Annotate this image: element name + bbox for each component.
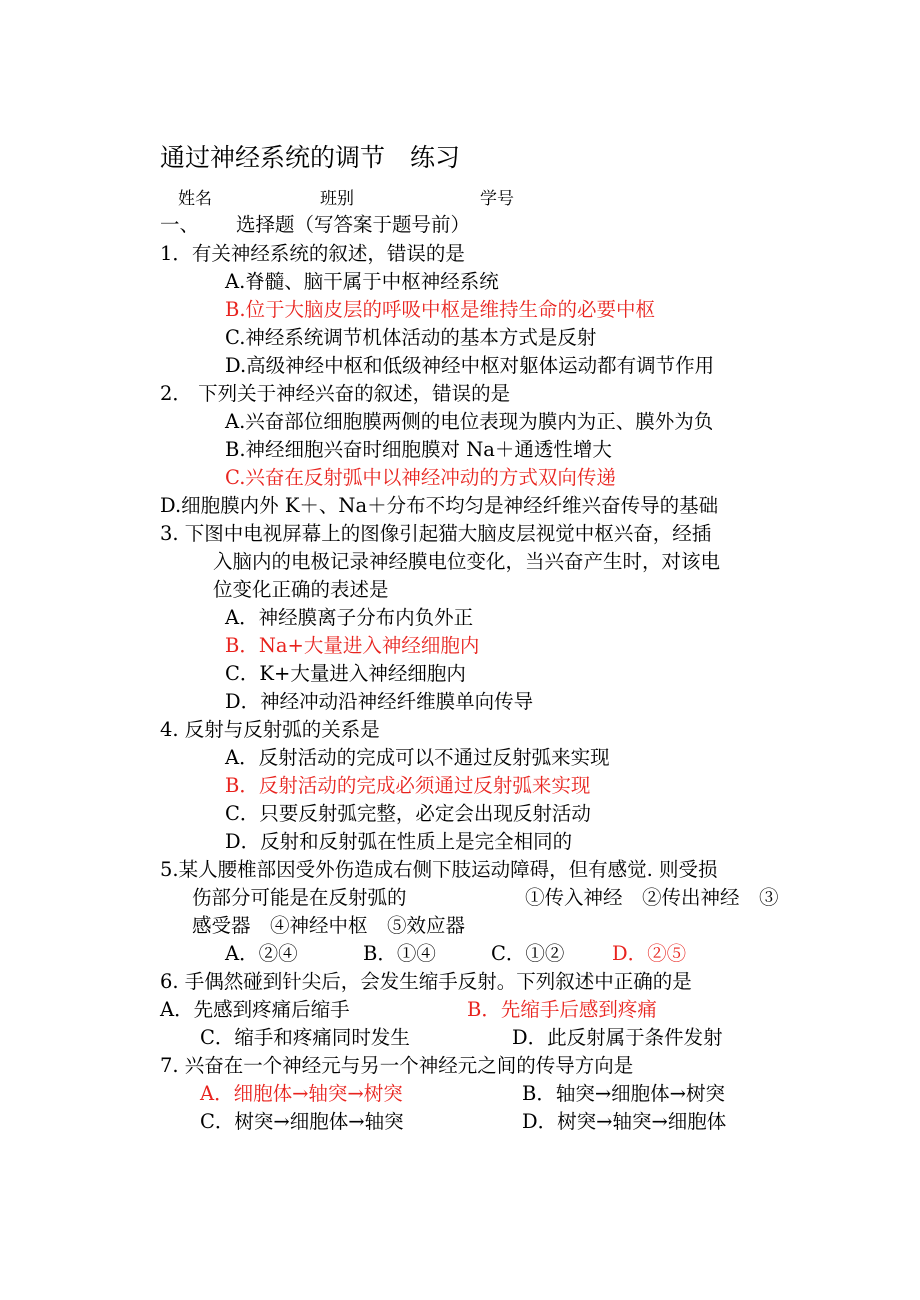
q5-option-b: B．①④ xyxy=(363,942,436,965)
q5-option-d-answer: D．②⑤ xyxy=(612,942,687,965)
q3-option-c: C．K+大量进入神经细胞内 xyxy=(225,662,466,685)
q5-option-a: A．②④ xyxy=(225,942,298,965)
q7-option-a-answer: A．细胞体→轴突→树突 xyxy=(200,1082,403,1105)
q3-stem-line1: 3. 下图中电视屏幕上的图像引起猫大脑皮层视觉中枢兴奋，经插 xyxy=(160,522,712,545)
q4-stem: 4. 反射与反射弧的关系是 xyxy=(160,718,380,741)
q5-stem-line2a: 伤部分可能是在反射弧的 xyxy=(192,886,407,909)
q4-option-b-answer: B．反射活动的完成必须通过反射弧来实现 xyxy=(225,774,591,797)
q3-stem-line2: 入脑内的电极记录神经膜电位变化，当兴奋产生时，对该电 xyxy=(213,550,721,573)
q3-option-a: A．神经膜离子分布内负外正 xyxy=(225,606,474,629)
q2-option-b: B.神经细胞兴奋时细胞膜对 Na＋通透性增大 xyxy=(225,438,612,461)
q1-stem: 1．有关神经系统的叙述，错误的是 xyxy=(160,242,465,265)
q1-option-d: D.高级神经中枢和低级神经中枢对躯体运动都有调节作用 xyxy=(225,354,715,377)
q5-stem-line3: 感受器 ④神经中枢 ⑤效应器 xyxy=(192,914,466,937)
q1-option-b-answer: B.位于大脑皮层的呼吸中枢是维持生命的必要中枢 xyxy=(225,298,656,321)
q2-stem: 2． 下列关于神经兴奋的叙述，错误的是 xyxy=(160,382,511,405)
q6-stem: 6. 手偶然碰到针尖后，会发生缩手反射。下列叙述中正确的是 xyxy=(160,970,692,993)
q1-option-c: C.神经系统调节机体活动的基本方式是反射 xyxy=(225,326,597,349)
q5-option-c: C．①② xyxy=(491,942,565,965)
q6-option-a: A．先感到疼痛后缩手 xyxy=(160,998,350,1021)
q2-option-d: D.细胞膜内外 K＋、Na＋分布不均匀是神经纤维兴奋传导的基础 xyxy=(160,494,719,517)
q3-option-b-answer: B．Na+大量进入神经细胞内 xyxy=(225,634,480,657)
q4-option-d: D．反射和反射弧在性质上是完全相同的 xyxy=(225,830,573,853)
section-label: 选择题（写答案于题号前） xyxy=(236,213,471,236)
q7-option-d: D．树突→轴突→细胞体 xyxy=(522,1110,727,1133)
section-number: 一、 xyxy=(160,213,200,236)
q4-option-a: A．反射活动的完成可以不通过反射弧来实现 xyxy=(225,746,610,769)
q4-option-c: C．只要反射弧完整，必定会出现反射活动 xyxy=(225,802,591,825)
q3-option-d: D．神经冲动沿神经纤维膜单向传导 xyxy=(225,690,534,713)
q7-option-b: B．轴突→细胞体→树突 xyxy=(522,1082,726,1105)
q6-option-d: D．此反射属于条件发射 xyxy=(512,1026,723,1049)
q1-option-a: A.脊髓、脑干属于中枢神经系统 xyxy=(225,270,499,293)
student-id-label: 学号 xyxy=(480,189,514,209)
q6-option-b-answer: B．先缩手后感到疼痛 xyxy=(467,998,657,1021)
section-heading xyxy=(160,212,860,238)
q5-stem-line1: 5.某人腰椎部因受外伤造成右侧下肢运动障碍，但有感觉. 则受损 xyxy=(160,858,718,881)
q5-stem-line2b: ①传入神经 ②传出神经 ③ xyxy=(525,886,779,909)
q2-option-a: A.兴奋部位细胞膜两侧的电位表现为膜内为正、膜外为负 xyxy=(225,410,714,433)
name-label: 姓名 xyxy=(178,189,212,209)
q7-option-c: C．树突→细胞体→轴突 xyxy=(200,1110,404,1133)
q3-stem-line3: 位变化正确的表述是 xyxy=(213,578,389,601)
page-title: 通过神经系统的调节 练习 xyxy=(160,143,461,172)
q7-stem: 7. 兴奋在一个神经元与另一个神经元之间的传导方向是 xyxy=(160,1054,634,1077)
class-label: 班别 xyxy=(320,189,354,209)
q2-option-c-answer: C.兴奋在反射弧中以神经冲动的方式双向传递 xyxy=(225,466,616,489)
q6-option-c: C．缩手和疼痛同时发生 xyxy=(200,1026,410,1049)
